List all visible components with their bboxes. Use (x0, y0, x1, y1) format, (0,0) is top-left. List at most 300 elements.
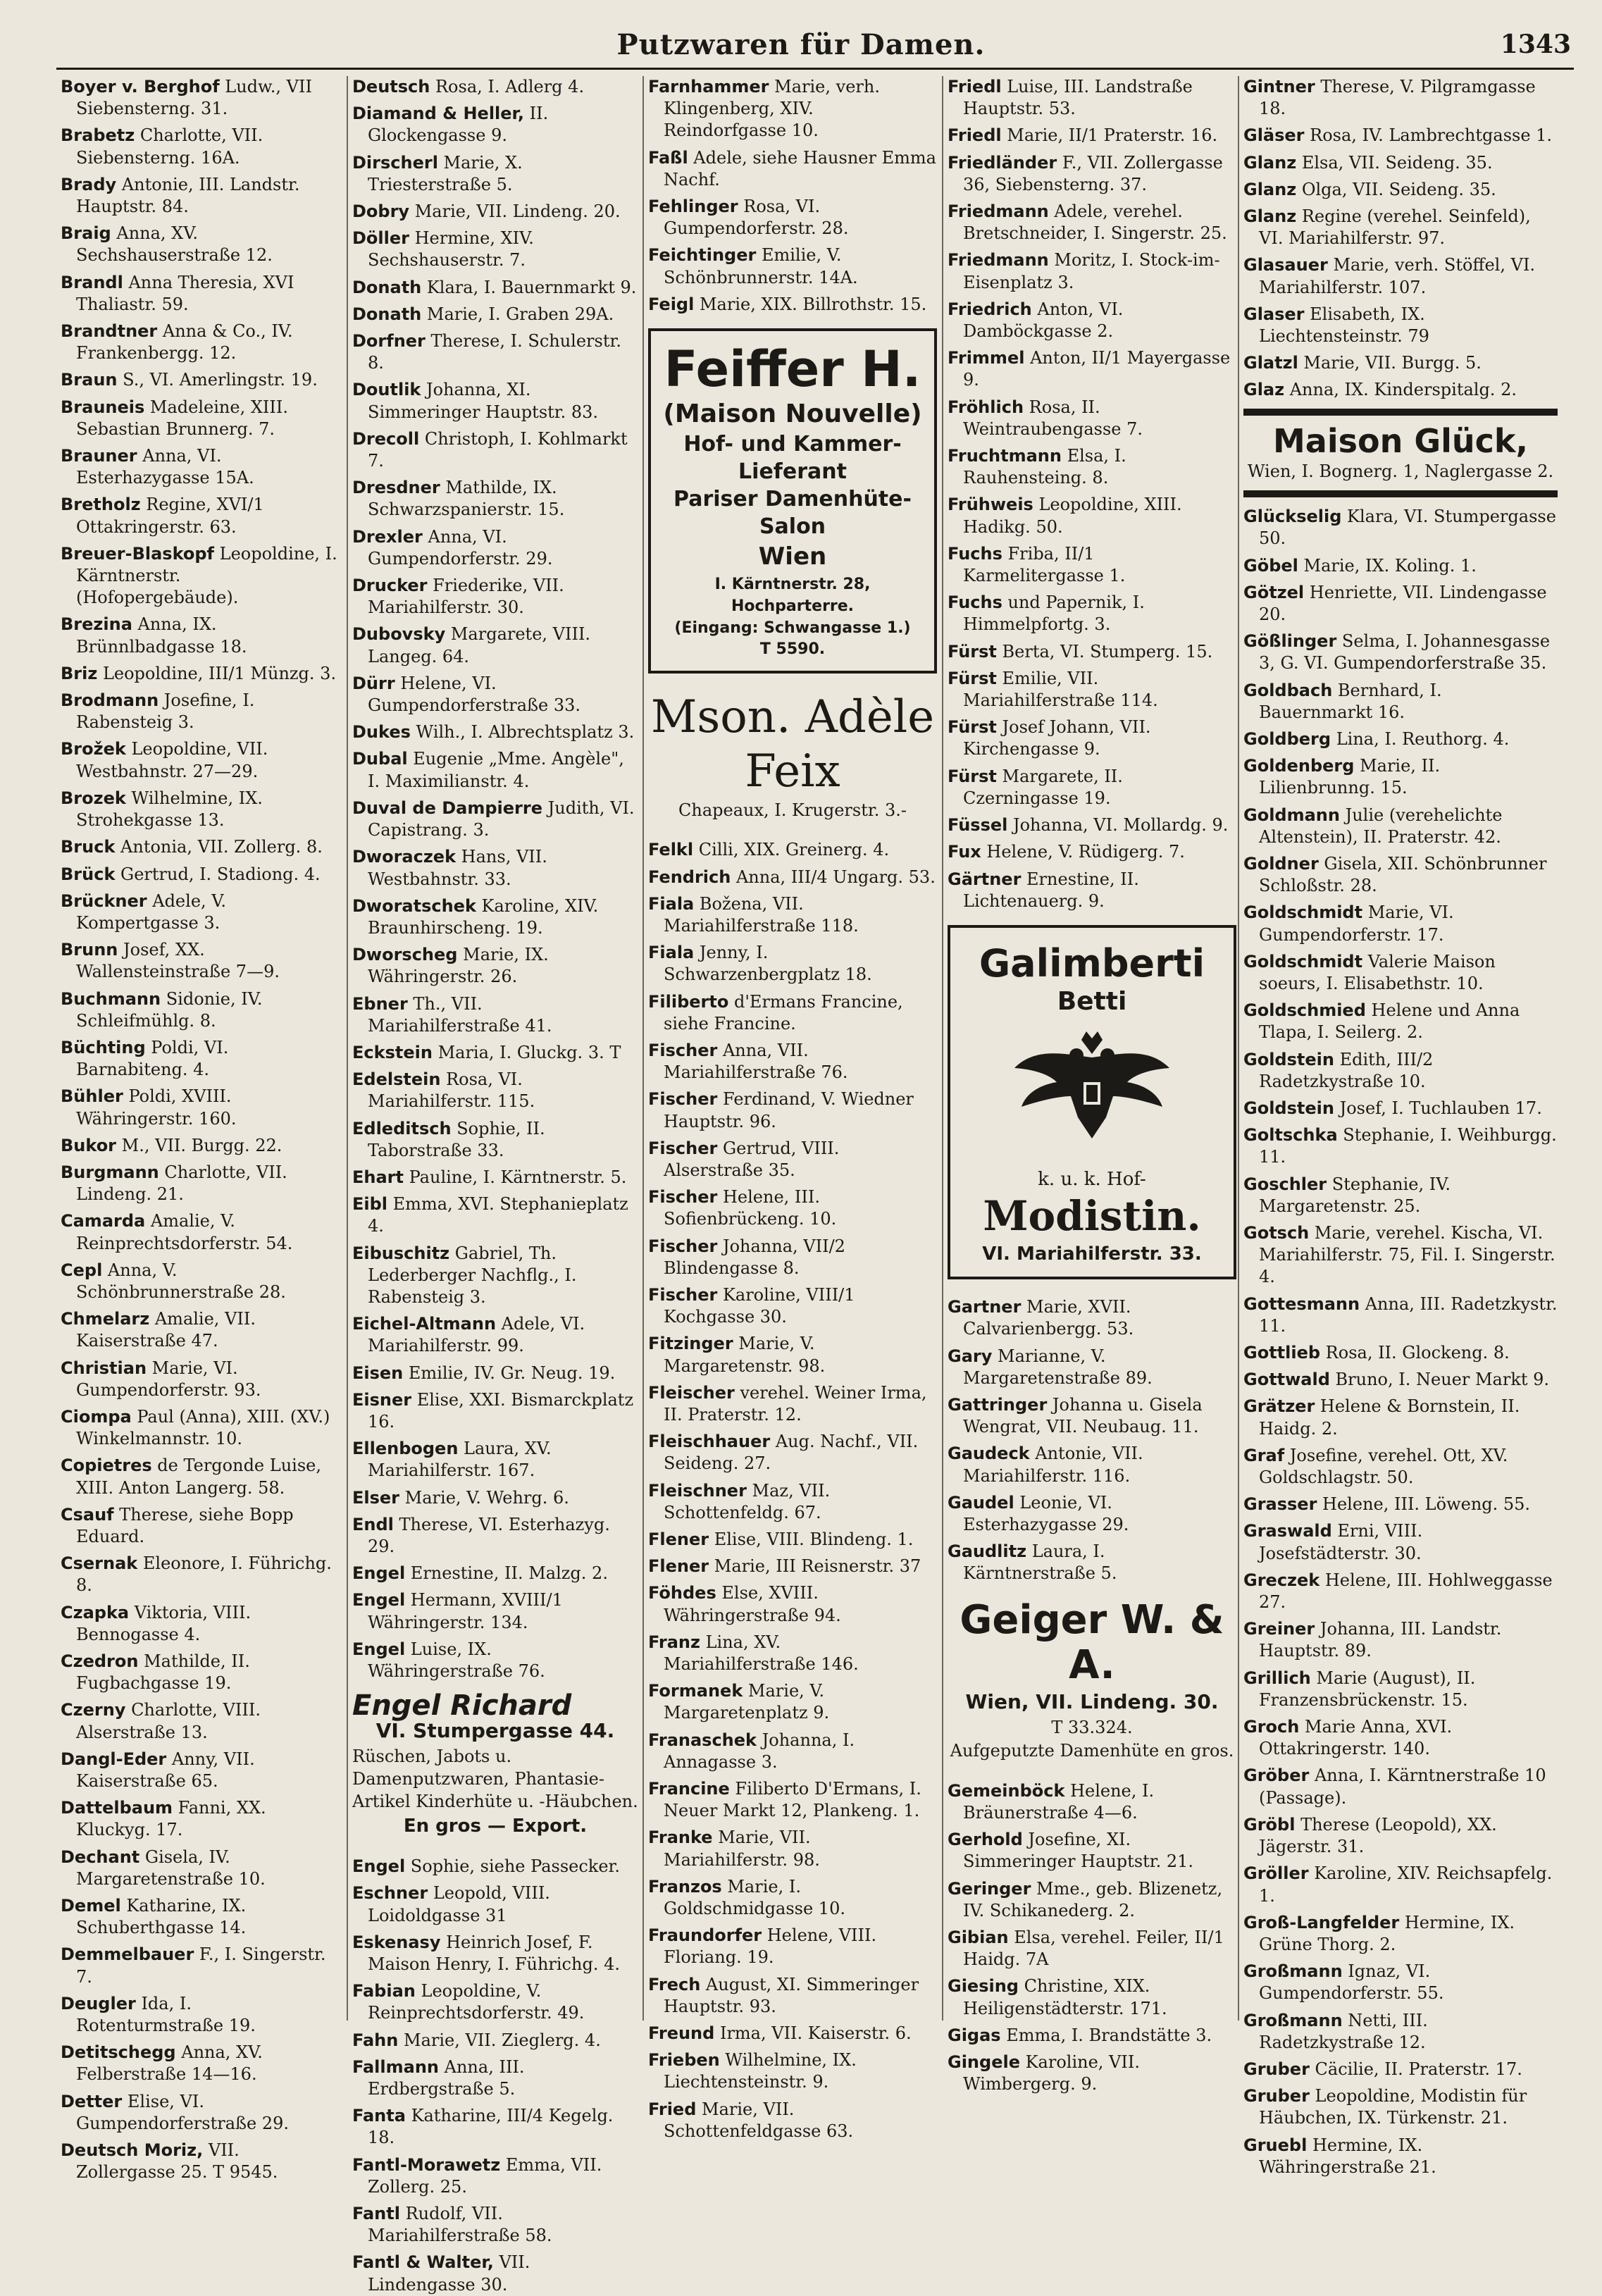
directory-entry (61, 738, 342, 782)
entry-address: Elsa, I. Rauhensteing. 8. (963, 446, 1126, 488)
directory-entry (1243, 1098, 1558, 1119)
entry-address: Moritz, I. Stock-im-Eisenplatz 3. (963, 250, 1220, 292)
ad-address: VI. Mariahilferstr. 33. (982, 1243, 1202, 1265)
directory-entry (1243, 1293, 1558, 1337)
advertisement-feiffer (648, 328, 937, 674)
entry-name: Endl (352, 1514, 394, 1534)
directory-entry (1243, 76, 1558, 120)
directory-entry (61, 494, 342, 538)
entry-list (1243, 506, 1558, 2178)
directory-entry (61, 1602, 342, 1646)
entry-name: Fiala (648, 943, 695, 963)
directory-entry (352, 1069, 638, 1112)
entry-address: Helene, I. Bräunerstraße 4—6. (963, 1780, 1155, 1823)
directory-entry (648, 1827, 937, 1870)
entry-name: Graswald (1243, 1521, 1332, 1541)
entry-address: Josef Johann, VII. Kirchengasse 9. (963, 717, 1151, 759)
entry-address: Eugenie „Mme. Angèle", I. Maximilianstr. 4. (368, 749, 624, 791)
entry-name: Fallmann (352, 2056, 440, 2077)
directory-entry (352, 76, 638, 98)
ad-rule (1243, 490, 1558, 497)
entry-name: Engel (352, 1590, 406, 1611)
entry-address: Hermann, XVIII/1 Währingerstr. 134. (368, 1590, 563, 1632)
entry-name: Czerny (61, 1700, 126, 1720)
entry-address: Sidonie, IV. Schleifmühlg. 8. (76, 988, 263, 1031)
directory-entry (648, 1778, 937, 1822)
entry-name: Elser (352, 1487, 400, 1508)
entry-name: Greczek (1243, 1570, 1320, 1590)
entry-address: Helene, VIII. Floriang. 19. (664, 1925, 877, 1968)
entry-name: Gerhold (948, 1830, 1023, 1850)
entry-name: Glanz (1243, 206, 1297, 227)
ad-headline: Galimberti (979, 941, 1205, 986)
ad-headline: Geiger W. & A. (960, 1596, 1224, 1688)
entry-name: Brauneis (61, 397, 145, 417)
entry-address: Marie, II. Lilienbrunng. 15. (1259, 756, 1441, 798)
directory-entry (352, 1980, 638, 2024)
entry-address: Leopoldine, III/1 Münzg. 3. (97, 663, 337, 683)
entry-name: Goldstein (1243, 1098, 1334, 1118)
entry-address: Poldi, XVIII. Währingerstr. 160. (76, 1086, 237, 1129)
directory-entry (61, 1504, 342, 1548)
directory-entry (1243, 1961, 1558, 2004)
directory-entry (1243, 582, 1558, 626)
ad-line: Chapeaux, I. Krugerstr. 3.- (678, 800, 907, 820)
directory-entry (948, 347, 1236, 391)
entry-name: Frieben (648, 2050, 720, 2071)
entry-name: Dukes (352, 722, 411, 743)
entry-name: Brabetz (61, 125, 135, 146)
entry-address: Christoph, I. Kohlmarkt 7. (368, 428, 628, 471)
entry-address: Helene & Bornstein, II. Haidg. 2. (1259, 1396, 1520, 1439)
directory-entry (352, 993, 638, 1037)
entry-name: Gemeinböck (948, 1780, 1065, 1801)
entry-name: Diamand & Heller, (352, 104, 524, 124)
entry-address: Karoline, VIII/1 Kochgasse 30. (664, 1284, 855, 1327)
entry-address: Charlotte, VIII. Alserstraße 13. (76, 1700, 261, 1742)
directory-entry (352, 748, 638, 792)
directory-entry (1243, 506, 1558, 550)
entry-address: Leopoldine, V. Reinprechtsdorferstr. 49. (368, 1981, 585, 2023)
directory-entry (61, 614, 342, 657)
entry-address: Margarete, II. Czerningasse 19. (963, 766, 1123, 808)
entry-address: Anna, V. Schönbrunnerstraße 28. (76, 1260, 286, 1302)
entry-name: Detter (61, 2091, 123, 2111)
directory-entry (948, 1492, 1236, 1536)
entry-address: Elsa, verehel. Feiler, II/1 Haidg. 7A (963, 1927, 1224, 1970)
entry-address: Elise, XXI. Bismarckplatz 16. (368, 1389, 634, 1432)
entry-name: Föhdes (648, 1583, 716, 1603)
entry-address: Berta, VI. Stumperg. 15. (996, 641, 1213, 662)
entry-name: Dorfner (352, 331, 426, 352)
directory-entry (948, 592, 1236, 635)
entry-name: Fleischner (648, 1480, 747, 1501)
entry-address: Marianne, V. Margaretenstraße 89. (963, 1346, 1153, 1388)
entry-address: S., VI. Amerlingstr. 19. (117, 370, 318, 390)
entry-address: Karoline, XIV. Reichsapfelg. 1. (1259, 1863, 1553, 1906)
directory-entry (352, 2105, 638, 2149)
entry-address: Marie, II/1 Praterstr. 16. (1001, 125, 1218, 146)
entry-address: Josef, I. Tuchlauben 17. (1334, 1098, 1542, 1118)
entry-name: Dubovsky (352, 624, 446, 645)
column-divider (942, 76, 943, 2021)
entry-address: Hermine, IX. Währingerstraße 21. (1259, 2135, 1436, 2177)
entry-address: Charlotte, VII. Siebensterng. 16A. (76, 125, 263, 168)
directory-entry (61, 1455, 342, 1498)
entry-name: Goldstein (1243, 1049, 1334, 1069)
directory-entry (1243, 352, 1558, 374)
entry-address: und Papernik, I. Himmelpfortg. 3. (963, 592, 1145, 635)
page-title: Putzwaren für Damen. (616, 28, 986, 61)
directory-entry (948, 1346, 1236, 1389)
entry-name: Fruchtmann (948, 446, 1062, 466)
directory-entry (948, 1541, 1236, 1584)
entry-address: Johanna, VI. Mollardg. 9. (1007, 815, 1229, 836)
directory-entry (1243, 631, 1558, 674)
entry-address: Katharine, III/4 Kegelg. 18. (368, 2106, 614, 2148)
directory-entry (1243, 2135, 1558, 2178)
ad-address: I. Kärntnerstr. 28, Hochparterre. (714, 575, 871, 615)
directory-entry (948, 1878, 1236, 1922)
directory-entry (61, 1308, 342, 1352)
entry-address: Josefine, verehel. Ott, XV. Goldschlagstr. 50. (1259, 1445, 1508, 1488)
entry-address: Anna, VII. Mariahilferstraße 76. (664, 1040, 848, 1083)
ad-headline: Engel Richard (352, 1689, 572, 1723)
entry-address: Gabriel, Th. Lederberger Nachflg., I. Rabensteig 3. (368, 1243, 577, 1307)
directory-entry (61, 1210, 342, 1254)
directory-entry (352, 1514, 638, 1558)
entry-name: Fendrich (648, 867, 731, 887)
entry-name: Gläser (1243, 125, 1305, 146)
entry-address: Marie, X. Triesterstraße 5. (368, 152, 523, 194)
entry-address: Olga, VII. Seideng. 35. (1296, 179, 1496, 199)
entry-name: Gigas (948, 2025, 1001, 2045)
directory-entry (648, 1974, 937, 2018)
entry-address: Henriette, VII. Lindengasse 20. (1259, 582, 1547, 624)
directory-entry (1243, 853, 1558, 897)
entry-name: Grätzer (1243, 1396, 1315, 1417)
entry-name: Giesing (948, 1976, 1019, 1997)
entry-address: Leopold, VIII. Loidoldgasse 31 (368, 1883, 550, 1925)
entry-address: Therese (Leopold), XX. Jägerstr. 31. (1259, 1814, 1497, 1857)
directory-entry (352, 1932, 638, 1975)
directory-entry (352, 673, 638, 716)
entry-name: Cepl (61, 1260, 103, 1280)
directory-entry (61, 369, 342, 391)
entry-name: Csauf (61, 1504, 114, 1525)
directory-entry (648, 1730, 937, 1773)
entry-name: Friedl (948, 77, 1002, 97)
directory-entry (61, 891, 342, 934)
entry-address: Valerie Maison soeurs, I. Elisabethstr. 10. (1259, 951, 1496, 993)
entry-name: Fleischer (648, 1382, 735, 1403)
entry-name: Fantl (352, 2204, 400, 2223)
directory-entry (352, 2252, 638, 2295)
directory-entry (948, 1296, 1236, 1340)
entry-name: Dechant (61, 1847, 140, 1867)
entry-name: Gröbl (1243, 1814, 1296, 1835)
entry-list (352, 76, 638, 1682)
entry-address: Friba, II/1 Karmelitergasse 1. (963, 543, 1126, 586)
entry-name: Eichel-Altmann (352, 1314, 497, 1334)
directory-entry (1243, 179, 1558, 201)
entry-name: Großmann (1243, 2010, 1343, 2030)
header-rule (56, 68, 1574, 70)
entry-address: Rosa, II. Glockeng. 8. (1320, 1343, 1510, 1363)
directory-entry (648, 1088, 937, 1132)
entry-address: Maria, I. Gluckg. 3. T (432, 1042, 621, 1062)
entry-name: Ebner (352, 993, 408, 1014)
entry-name: Demmelbauer (61, 1944, 194, 1965)
entry-address: Laura, I. Kärntnerstraße 5. (963, 1541, 1117, 1584)
entry-name: Goschler (1243, 1174, 1327, 1194)
entry-name: Deutsch Moriz, (61, 2140, 204, 2161)
entry-name: Franaschek (648, 1730, 757, 1750)
directory-entry (352, 526, 638, 570)
entry-address: Regine, XVI/1 Ottakringerstr. 63. (76, 495, 264, 537)
directory-entry (648, 1138, 937, 1181)
column-divider (642, 76, 644, 2021)
entry-address: Therese, siehe Bopp Eduard. (76, 1504, 294, 1546)
entry-name: Faßl (648, 147, 688, 168)
entry-address: Helene, VI. Gumpendorferstraße 33. (368, 673, 581, 716)
entry-address: Margarete, VIII. Langeg. 64. (368, 624, 591, 666)
entry-address: Cäcilie, II. Praterstr. 17. (1309, 2059, 1522, 2079)
directory-entry (1243, 1570, 1558, 1613)
entry-name: Drucker (352, 576, 428, 596)
directory-entry (948, 814, 1236, 836)
directory-entry (648, 1556, 937, 1577)
entry-name: Fischer (648, 1089, 718, 1110)
entry-address: Gertrud, I. Stadiong. 4. (115, 864, 321, 884)
entry-address: Helene und Anna Tlapa, I. Seilerg. 2. (1259, 1000, 1520, 1043)
directory-entry (61, 445, 342, 489)
directory-entry (1243, 2085, 1558, 2129)
entry-name: Gibian (948, 1927, 1009, 1947)
directory-entry (948, 201, 1236, 244)
entry-name: Fehlinger (648, 197, 738, 217)
entry-list (1243, 76, 1558, 402)
entry-address: Klara, VI. Stumpergasse 50. (1259, 507, 1556, 549)
entry-address: Elisabeth, IX. Liechtensteinstr. 79 (1259, 304, 1429, 347)
entry-name: Bukor (61, 1135, 117, 1155)
entry-name: Frimmel (948, 348, 1025, 368)
entry-address: Karoline, XIV. Braunhirscheng. 19. (368, 895, 599, 938)
entry-name: Büchting (61, 1037, 146, 1057)
ad-line: Hof- und Kammer-Lieferant (683, 432, 902, 485)
entry-address: Marie, verehel. Kischa, VI. Mariahilferstr. 75, Fil. I. Singerstr. 4. (1259, 1223, 1556, 1287)
entry-name: Götzel (1243, 582, 1305, 602)
directory-entry (352, 2203, 638, 2247)
entry-address: Helene, III. Hohlweggasse 27. (1259, 1570, 1553, 1613)
entry-name: Bruck (61, 837, 116, 857)
directory-entry (948, 249, 1236, 293)
directory-entry (648, 1040, 937, 1084)
directory-entry (1243, 1124, 1558, 1168)
entry-address: Wilhelmine, IX. Liechtensteinstr. 9. (664, 2050, 857, 2092)
directory-entry (948, 641, 1236, 663)
entry-address: Anna, III. Radetzkystr. 11. (1259, 1293, 1558, 1336)
entry-name: Breuer-Blaskopf (61, 543, 214, 564)
entry-name: Gößlinger (1243, 631, 1337, 652)
directory-entry (1243, 304, 1558, 347)
entry-name: Fleischhauer (648, 1432, 771, 1452)
directory-entry (352, 1167, 638, 1189)
entry-address: Johanna, III. Landstr. Hauptstr. 89. (1259, 1619, 1502, 1661)
ad-body: Rüschen, Jabots u. Damenputzwaren, Phantasie-Artikel Kinderhüte u. -Häubchen. (352, 1746, 638, 1812)
entry-address: Rosa, VI. Gumpendorferstr. 28. (664, 197, 849, 239)
entry-address: Marie Anna, XVI. Ottakringerstr. 140. (1259, 1717, 1453, 1759)
entry-address: Selma, I. Johannesgasse 3, G. VI. Gumpendorferstraße 35. (1259, 631, 1551, 674)
entry-address: Anna, I. Kärntnerstraße 10 (Passage). (1259, 1766, 1546, 1808)
entry-address: Viktoria, VIII. Bennogasse 4. (76, 1602, 252, 1644)
directory-entry (61, 174, 342, 218)
entry-address: Therese, I. Schulerstr. 8. (368, 331, 621, 373)
entry-name: Fischer (648, 1138, 718, 1158)
directory-entry (352, 623, 638, 667)
column-divider (347, 76, 348, 2021)
entry-address: Lina, XV. Mariahilferstraße 146. (664, 1632, 859, 1674)
entry-name: Braun (61, 370, 118, 390)
directory-entry (352, 477, 638, 521)
entry-name: Dresdner (352, 478, 440, 498)
entry-address: Maz, VII. Schottenfeldg. 67. (664, 1480, 831, 1522)
entry-name: Czedron (61, 1651, 139, 1671)
entry-name: Brezina (61, 614, 132, 635)
entry-address: Rosa, II. Weintraubengasse 7. (963, 397, 1143, 439)
entry-address: Elsa, VII. Seideng. 35. (1296, 152, 1493, 173)
directory-entry (352, 1313, 638, 1357)
directory-entry (948, 869, 1236, 912)
entry-name: Friedmann (948, 250, 1049, 271)
entry-name: Füssel (948, 815, 1008, 836)
directory-entry (61, 321, 342, 364)
directory-entry (61, 988, 342, 1032)
entry-name: Fischer (648, 1040, 718, 1060)
directory-entry (61, 1037, 342, 1081)
entry-address: Aug. Nachf., VII. Seideng. 27. (664, 1432, 919, 1474)
entry-name: Eckstein (352, 1042, 433, 1062)
entry-address: Ludw., VII Siebensterng. 31. (76, 77, 312, 119)
directory-entry (648, 196, 937, 240)
entry-name: Brozek (61, 788, 126, 808)
directory-entry (352, 1589, 638, 1633)
entry-address: Adele, VI. Mariahilferstr. 99. (368, 1314, 585, 1356)
directory-entry (352, 277, 638, 299)
entry-address: Fanni, XX. Kluckyg. 17. (76, 1798, 266, 1840)
directory-entry (648, 294, 937, 316)
entry-name: Fabian (352, 1981, 416, 2002)
directory-entry (1243, 902, 1558, 945)
entry-name: Donath (352, 277, 422, 297)
entry-name: Ciompa (61, 1406, 132, 1427)
directory-entry (61, 76, 342, 120)
entry-address: Helene, V. Rüdigerg. 7. (981, 842, 1185, 862)
entry-address: VII. Zollergasse 25. T 9545. (76, 2140, 278, 2183)
directory-entry (648, 1186, 937, 1230)
directory-entry (948, 543, 1236, 587)
directory-entry (948, 125, 1236, 147)
entry-name: Groß-Langfelder (1243, 1912, 1400, 1932)
directory-entry (1243, 1618, 1558, 1662)
directory-entry (352, 895, 638, 939)
directory-entry (1243, 206, 1558, 249)
entry-name: Fraundorfer (648, 1925, 762, 1946)
entry-address: de Tergonde Luise, XIII. Anton Langerg. 58. (76, 1456, 321, 1498)
directory-entry (948, 1394, 1236, 1438)
directory-entry (1243, 1342, 1558, 1364)
entry-name: Fux (948, 842, 981, 862)
entry-name: Friedl (948, 125, 1002, 146)
entry-list (948, 1296, 1236, 1584)
ad-city: Wien (758, 542, 827, 571)
entry-address: Johanna, XI. Simmeringer Hauptstr. 83. (368, 380, 599, 422)
entry-name: Christian (61, 1358, 147, 1378)
directory-entry (1243, 1668, 1558, 1711)
entry-name: Brandl (61, 272, 123, 292)
entry-address: Marie, VI. Gumpendorferstr. 17. (1259, 902, 1454, 945)
entry-address: Anton, II/1 Mayergasse 9. (963, 348, 1231, 390)
directory-entry (948, 1975, 1236, 2019)
entry-name: Edelstein (352, 1069, 441, 1090)
directory-entry (61, 1993, 342, 2037)
directory-entry (1243, 1520, 1558, 1564)
entry-address: Ernestine, II. Lichtenauerg. 9. (963, 869, 1139, 911)
directory-entry (648, 1632, 937, 1675)
directory-entry (61, 864, 342, 886)
directory-entry (1243, 755, 1558, 799)
directory-entry (1243, 1000, 1558, 1043)
entry-name: Chmelarz (61, 1309, 150, 1329)
entry-name: Fürst (948, 717, 997, 738)
directory-entry (61, 2042, 342, 2085)
entry-name: Brodmann (61, 690, 159, 711)
entry-name: Dattelbaum (61, 1798, 173, 1818)
directory-entry (61, 690, 342, 733)
directory-entry (61, 125, 342, 168)
entry-name: Gaudeck (948, 1444, 1030, 1464)
column-5 (1243, 76, 1558, 2177)
ad-name: Betti (1057, 987, 1127, 1016)
directory-entry (352, 846, 638, 890)
entry-name: Ellenbogen (352, 1439, 459, 1459)
directory-entry (948, 1443, 1236, 1487)
directory-entry (1243, 152, 1558, 174)
entry-name: Copietres (61, 1456, 152, 1476)
entry-name: Deutsch (352, 77, 430, 97)
entry-name: Farnhammer (648, 77, 769, 97)
entry-address: Marie, VII. Lindeng. 20. (409, 201, 621, 222)
directory-entry (648, 991, 937, 1035)
column-divider (1238, 76, 1239, 2021)
entry-name: Dubal (352, 749, 408, 769)
directory-entry (948, 1927, 1236, 1971)
entry-address: Erni, VIII. Josefstädterstr. 30. (1259, 1521, 1423, 1563)
entry-name: Gröller (1243, 1863, 1309, 1884)
entry-name: Goldberg (1243, 728, 1331, 749)
directory-entry (948, 841, 1236, 863)
directory-entry (352, 304, 638, 325)
entry-address: Johanna, I. Annagasse 3. (664, 1730, 855, 1772)
entry-name: Fitzinger (648, 1334, 733, 1354)
entry-address: Sophie, siehe Passecker. (405, 1856, 620, 1877)
ad-address: Wien, I. Bognerg. 1, Naglergasse 2. (1247, 461, 1554, 481)
entry-name: Felkl (648, 840, 694, 860)
entry-name: Glaser (1243, 304, 1305, 324)
entry-address: Adele, verehel. Bretschneider, I. Singerstr. 25. (963, 201, 1227, 244)
directory-entry (352, 798, 638, 841)
directory-entry (648, 76, 937, 142)
